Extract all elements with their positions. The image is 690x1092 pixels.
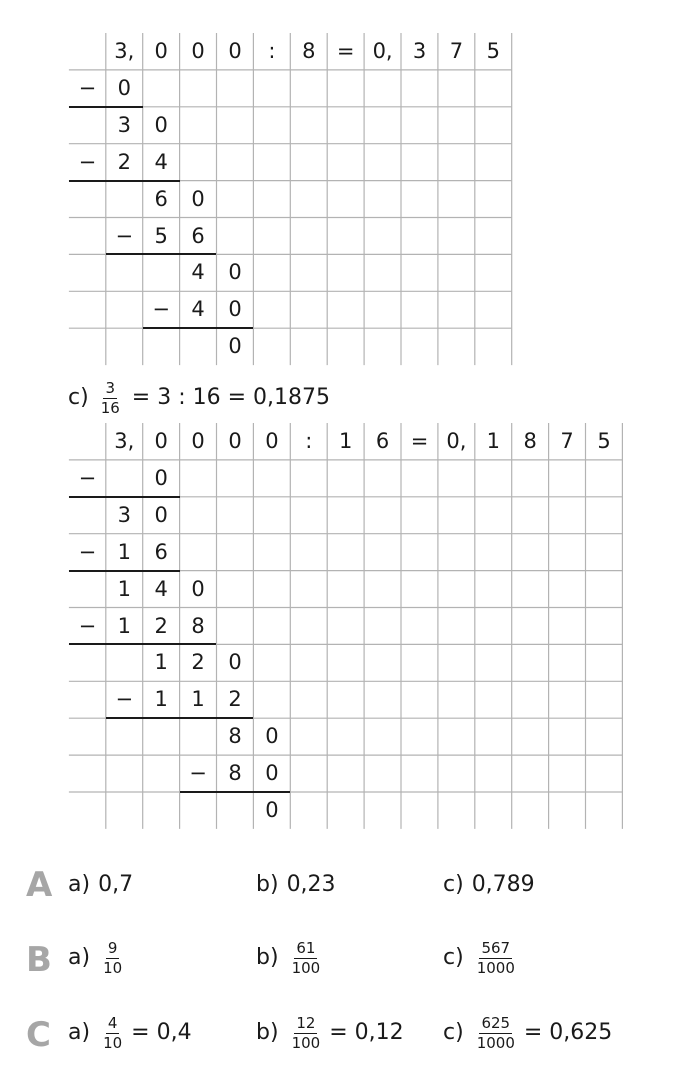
subtraction-underline <box>180 791 291 793</box>
answer-tag: a) <box>68 1020 91 1045</box>
division-digit: 0, <box>372 39 393 63</box>
division-digit: 5 <box>154 223 168 248</box>
answer-b-c <box>443 940 520 976</box>
division-digit: 4 <box>191 297 205 322</box>
answer-a-a <box>68 874 133 896</box>
division-digit: 8 <box>523 429 537 453</box>
answer-result: = 0,4 <box>131 1020 192 1045</box>
subtraction-underline <box>69 570 180 572</box>
answer-tag: c) <box>443 945 464 970</box>
answer-c-b <box>256 1015 404 1051</box>
division-digit: 3, <box>114 39 135 63</box>
division-digit: 0 <box>265 724 279 749</box>
division-digit: 0 <box>191 576 205 601</box>
division-digit: 0 <box>154 39 168 63</box>
division-digit: 6 <box>191 223 205 248</box>
answer-value: 0,23 <box>286 872 336 897</box>
fraction-numerator: 567 <box>481 939 511 957</box>
division-digit: 4 <box>191 260 205 285</box>
fraction-numerator: 625 <box>481 1014 511 1032</box>
answer-result: = 0,12 <box>329 1020 404 1045</box>
division-digit: 7 <box>449 39 464 63</box>
answer-c-a <box>68 1015 192 1051</box>
answer-a-c <box>443 874 535 896</box>
fraction-denominator: 16 <box>100 398 120 417</box>
subtraction-underline <box>69 496 180 498</box>
division-digit: : <box>305 429 313 453</box>
answer-result: = 0,625 <box>523 1020 613 1045</box>
division-digit: 0 <box>228 429 242 453</box>
division-digit: 5 <box>486 39 500 63</box>
division-digit: 1 <box>486 429 500 453</box>
fraction-numerator: 3 <box>105 379 115 397</box>
division-digit: 0 <box>191 429 205 453</box>
answer-value: 0,7 <box>98 872 134 897</box>
division-digit: 3 <box>117 502 131 527</box>
division-digit: 8 <box>228 724 242 749</box>
division-digit: 8 <box>302 39 316 63</box>
division-digit: 0 <box>265 761 279 786</box>
division-digit: 0 <box>191 39 205 63</box>
fraction-denominator: 10 <box>103 958 123 977</box>
answer-fraction <box>290 940 323 976</box>
division-digit: 0 <box>117 75 131 100</box>
division-digit: 0 <box>154 429 168 453</box>
division-digit: 2 <box>191 650 205 675</box>
division-digit: 6 <box>154 539 168 564</box>
division-digit: 0 <box>228 650 242 675</box>
division-digit: − <box>115 687 134 712</box>
answer-fraction <box>290 1015 323 1051</box>
division-digit: 0 <box>228 297 242 322</box>
answer-tag: b) <box>256 1020 279 1045</box>
section-letter-c: C <box>26 1015 51 1055</box>
division-digit: 2 <box>154 613 168 638</box>
division-digit: − <box>78 613 97 638</box>
division-digit: = <box>410 429 429 453</box>
division-digit: 5 <box>597 429 611 453</box>
answer-tag: c) <box>443 1020 464 1045</box>
answer-tag: c) <box>443 872 464 897</box>
answer-tag: a) <box>68 945 91 970</box>
answer-tag: b) <box>256 945 279 970</box>
division-digit: − <box>78 149 97 174</box>
division-digit: 0 <box>154 502 168 527</box>
division-digit: 0 <box>265 798 279 822</box>
answer-fraction <box>475 1015 517 1051</box>
answer-fraction <box>101 1015 124 1051</box>
division-digit: 3 <box>412 39 427 63</box>
division-digit: 1 <box>154 650 168 675</box>
division-digit: − <box>189 761 207 786</box>
fraction-denominator: 100 <box>291 958 321 977</box>
division-digit: 8 <box>228 761 242 786</box>
division-digit: 8 <box>191 613 205 638</box>
division-digit: 1 <box>117 576 131 601</box>
division-digit: 0 <box>265 429 279 453</box>
fraction-numerator: 12 <box>296 1014 316 1032</box>
fraction-denominator: 1000 <box>476 1033 515 1052</box>
division-digit: 2 <box>117 149 131 174</box>
answer-fraction <box>475 940 517 976</box>
section-letter-a: A <box>26 865 53 905</box>
division-digit: 0 <box>154 112 168 137</box>
division-digit: − <box>78 465 97 490</box>
answer-fraction <box>101 940 124 976</box>
answer-c-c <box>443 1015 612 1051</box>
subtraction-underline <box>69 643 217 645</box>
subtraction-underline <box>106 717 254 719</box>
answer-b-a <box>68 940 127 976</box>
division-digit: 6 <box>154 186 168 211</box>
division-digit: 7 <box>560 429 574 453</box>
division-digit: 1 <box>117 539 131 564</box>
answer-value: 0,789 <box>471 872 535 897</box>
division-digit: : <box>268 39 276 63</box>
division-digit: 4 <box>154 149 168 174</box>
division-digit: 2 <box>228 687 242 712</box>
division-digit: 0 <box>228 39 242 63</box>
fraction-denominator: 10 <box>103 1033 123 1052</box>
division-digit: 0 <box>191 186 205 211</box>
fraction-numerator: 4 <box>107 1014 118 1032</box>
division-digit: 1 <box>339 429 353 453</box>
part-c-expression: = 3 : 16 = 0,1875 <box>131 385 330 410</box>
division-digit: 0 <box>228 334 242 359</box>
division-digit: 0 <box>154 465 168 490</box>
division-digit: 4 <box>154 576 168 601</box>
fraction-denominator: 1000 <box>476 958 515 977</box>
division-digit: = <box>336 39 355 63</box>
division-digit: − <box>115 223 134 248</box>
division-digit: 3 <box>117 112 131 137</box>
part-c-tag: c) <box>68 385 89 410</box>
fraction-numerator: 61 <box>296 939 316 957</box>
section-letter-b: B <box>26 940 52 980</box>
answer-b-b <box>256 940 325 976</box>
answer-tag: b) <box>256 872 279 897</box>
division-digit: 1 <box>154 687 168 712</box>
division-digit: 1 <box>117 613 131 638</box>
fraction-denominator: 100 <box>291 1033 321 1052</box>
division-digit: 1 <box>191 687 205 712</box>
division-digit: 0, <box>446 429 467 453</box>
division-digit: 6 <box>375 429 390 453</box>
division-digit: − <box>78 539 97 564</box>
division-digit: − <box>78 75 97 100</box>
division-digit: 3, <box>114 429 135 453</box>
division-digit: − <box>152 297 170 322</box>
fraction-numerator: 9 <box>107 939 118 957</box>
answer-a-b <box>256 874 336 896</box>
answer-tag: a) <box>68 872 91 897</box>
division-digit: 0 <box>228 260 242 285</box>
